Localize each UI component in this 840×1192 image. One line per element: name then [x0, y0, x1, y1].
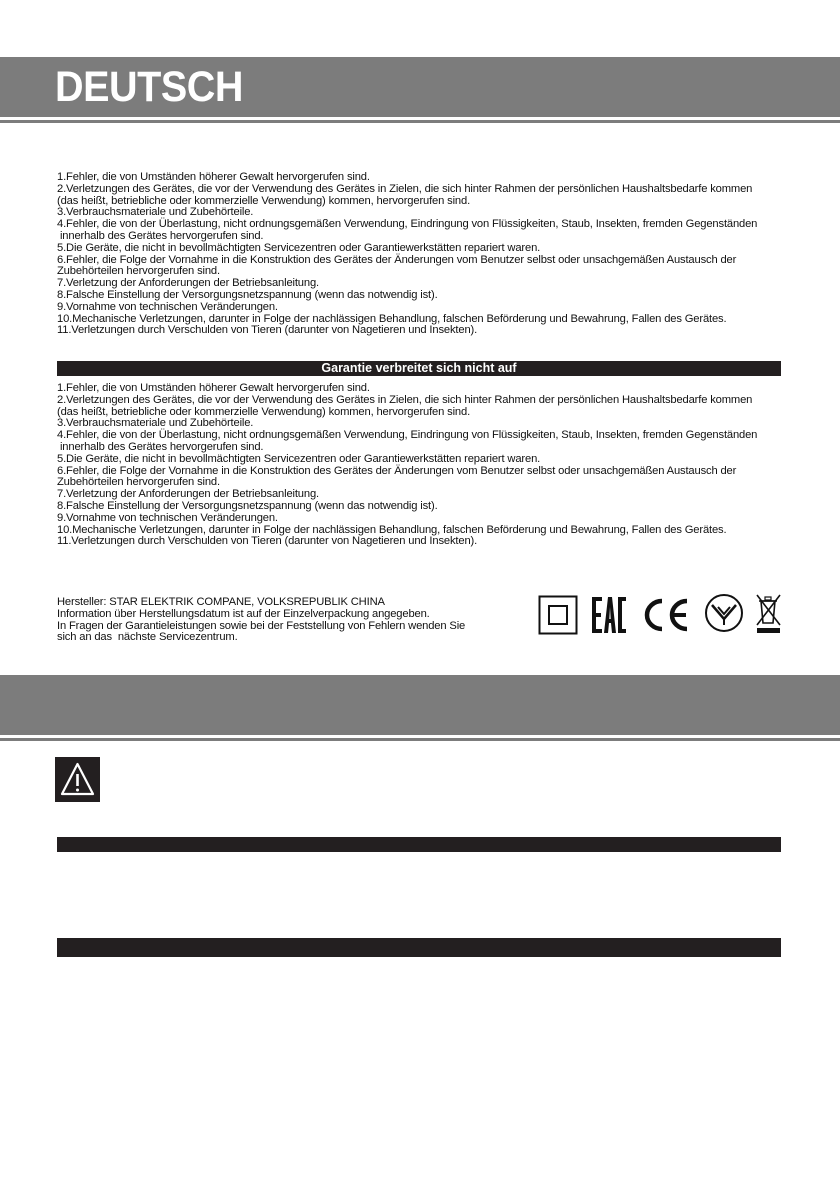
warning-triangle-icon — [55, 757, 100, 802]
double-insulation-icon — [538, 595, 578, 635]
list-item: 4.Fehler, die von der Überlastung, nicht ordnungsgemäßen Verwendung, Eindringung von Flüssigkeiten, Staub, Insekten, fremden Gegenständen — [57, 218, 758, 231]
list-item: 1.Fehler, die von Umständen höherer Gewalt hervorgerufen sind. — [57, 382, 370, 394]
list-item: 5.Die Geräte, die nicht in bevollmächtigten Servicezentren oder Garantiewerkstätten repariert waren. — [57, 452, 541, 465]
banner-underline — [0, 120, 840, 123]
list-item: 2.Verletzungen des Gerätes, die vor der Verwendung des Gerätes in Zielen, die sich hinter Rahmen der persönlichen Haushaltsbedarfe kommen — [57, 393, 753, 406]
list-item: 10.Mechanische Verletzungen, darunter in Folge der nachlässigen Behandlung, falschen Beförderung und Bewahrung, Fallen des Gerätes. — [57, 523, 727, 536]
list-item: 5.Die Geräte, die nicht in bevollmächtigten Servicezentren oder Garantiewerkstätten repariert waren. — [57, 241, 541, 254]
list-item: 9.Vornahme von technischen Veränderungen. — [57, 300, 278, 313]
section-bar-empty — [57, 837, 781, 852]
warning-box — [55, 757, 100, 802]
list-item: 4.Fehler, die von der Überlastung, nicht ordnungsgemäßen Verwendung, Eindringung von Flüssigkeiten, Staub, Insekten, fremden Gegenständen — [57, 429, 758, 442]
list-item: 2.Verletzungen des Gerätes, die vor der Verwendung des Gerätes in Zielen, die sich hinter Rahmen der persönlichen Haushaltsbedarfe kommen — [57, 182, 753, 195]
section-title-bar: Garantie verbreitet sich nicht auf — [57, 361, 781, 376]
list-item: Zubehörteilen hervorgerufen sind. — [57, 265, 220, 278]
language-banner — [0, 57, 840, 117]
list-item: 7.Verletzung der Anforderungen der Betriebsanleitung. — [57, 277, 319, 290]
list-item: 6.Fehler, die Folge der Vornahme in die Konstruktion des Gerätes der Änderungen vom Benutzer selbst oder unsachgemäßen Austausch der — [57, 464, 737, 477]
list-item: 3.Verbrauchsmateriale und Zubehörteile. — [57, 206, 254, 219]
list-item: 11.Verletzungen durch Verschulden von Tieren (darunter von Nagetieren und Insekten). — [57, 324, 478, 337]
list-item: (das heißt, betriebliche oder kommerzielle Verwendung) kommen, hervorgerufen sind. — [57, 194, 471, 207]
list-item: (das heißt, betriebliche oder kommerzielle Verwendung) kommen, hervorgerufen sind. — [57, 405, 471, 418]
list-item: 10.Mechanische Verletzungen, darunter in Folge der nachlässigen Behandlung, falschen Beförderung und Bewahrung, Fallen des Gerätes. — [57, 312, 727, 325]
list-item: 3.Verbrauchsmateriale und Zubehörteile. — [57, 417, 254, 430]
manufacturer-line: In Fragen der Garantieleistungen sowie bei der Feststellung von Fehlern wenden Sie — [57, 619, 466, 632]
eac-mark-icon — [590, 595, 628, 635]
list-item: innerhalb des Gerätes hervorgerufen sind. — [57, 440, 264, 453]
exclusion-list-2 — [57, 383, 802, 548]
list-item: 11.Verletzungen durch Verschulden von Tieren (darunter von Nagetieren und Insekten). — [57, 535, 478, 548]
list-item: innerhalb des Gerätes hervorgerufen sind. — [57, 229, 264, 242]
weee-bin-icon — [753, 593, 783, 635]
list-item: 7.Verletzung der Anforderungen der Betriebsanleitung. — [57, 488, 319, 501]
ukrainian-conformity-icon — [704, 593, 744, 633]
list-item: 8.Falsche Einstellung der Versorgungsnetzspannung (wenn das notwendig ist). — [57, 288, 438, 301]
section-banner — [0, 675, 840, 735]
manufacturer-line: Information über Herstellungsdatum ist auf der Einzelverpackung angegeben. — [57, 607, 430, 620]
ce-mark-icon — [641, 597, 691, 633]
language-title: DEUTSCH — [55, 63, 243, 111]
list-item: 1.Fehler, die von Umständen höherer Gewalt hervorgerufen sind. — [57, 171, 370, 183]
list-item: 8.Falsche Einstellung der Versorgungsnetzspannung (wenn das notwendig ist). — [57, 499, 438, 512]
list-item: 9.Vornahme von technischen Veränderungen. — [57, 511, 278, 524]
list-item: 6.Fehler, die Folge der Vornahme in die Konstruktion des Gerätes der Änderungen vom Benutzer selbst oder unsachgemäßen Austausch der — [57, 253, 737, 266]
manufacturer-line: sich an das nächste Servicezentrum. — [57, 631, 238, 644]
list-item: Zubehörteilen hervorgerufen sind. — [57, 476, 220, 489]
manufacturer-info — [57, 597, 507, 644]
banner-underline — [0, 738, 840, 741]
section-bar-empty — [57, 938, 781, 957]
manufacturer-line: Hersteller: STAR ELEKTRIK COMPANE, VOLKSREPUBLIK CHINA — [57, 596, 385, 608]
exclusion-list-1 — [57, 172, 802, 337]
